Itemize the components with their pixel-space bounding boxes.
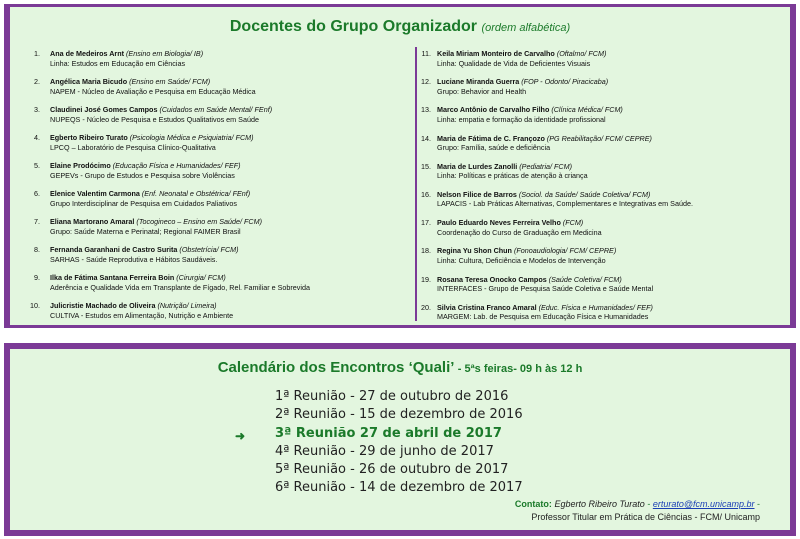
faculty-entry: 4. Egberto Ribeiro Turato (Psicologia Médica e Psiquiatria/ FCM) LPCQ – Laboratório de Pesquisa Clínico-Qualitativa bbox=[34, 133, 254, 152]
calendar-panel bbox=[4, 343, 796, 536]
calendar-title bbox=[10, 359, 790, 376]
faculty-entry: 20. Silvia Cristina Franco Amaral (Educ. Física e Humanidades/ FEF) MARGEM: Lab. de Pesquisa em Educação Física e Humanidades bbox=[421, 302, 653, 322]
faculty-entry: 5. Elaine Prodócimo (Educação Física e Humanidades/ FEF) GEPEVs - Grupo de Estudos e Pesquisa sobre Violências bbox=[34, 161, 241, 180]
meeting-item-current: 3ª Reunião 27 de abril de 2017 bbox=[275, 426, 502, 441]
contact-email-link[interactable]: erturato@fcm.unicamp.br bbox=[652, 499, 755, 509]
faculty-entry: 15. Maria de Lurdes Zanolli (Pediatria/ FCM) Linha: Políticas e práticas de atenção à criança bbox=[421, 161, 588, 181]
contact-role: Professor Titular em Prática de Ciências - FCM/ Unicamp bbox=[531, 512, 760, 522]
faculty-entry: 1. Ana de Medeiros Arnt (Ensino em Biologia/ IB) Linha: Estudos em Educação em Ciências bbox=[34, 49, 204, 68]
faculty-entry: 12. Luciane Miranda Guerra (FOP - Odonto/ Piracicaba) Grupo: Behavior and Health bbox=[421, 77, 609, 96]
faculty-entry: 8. Fernanda Garanhani de Castro Surita (Obstetrícia/ FCM) SARHAS - Saúde Reprodutiva e Hábitos Saudáveis. bbox=[34, 245, 239, 264]
faculty-title bbox=[10, 18, 790, 36]
contact-label: Contato: bbox=[514, 499, 552, 509]
faculty-entry: 19. Rosana Teresa Onocko Campos (Saúde Coletiva/ FCM) INTERFACES - Grupo de Pesquisa Saúde Coletiva e Saúde Mental bbox=[421, 274, 654, 293]
faculty-entry: 14. Maria de Fátima de C. Françozo (PG Reabilitação/ FCM/ CEPRE) Grupo: Família, saúde e deficiência bbox=[421, 133, 652, 153]
meeting-item: 6ª Reunião - 14 de dezembro de 2017 bbox=[275, 480, 523, 495]
faculty-entry: 16. Nelson Filice de Barros (Sociol. da Saúde/ Saúde Coletiva/ FCM) LAPACIS - Lab Práticas Alternativas, Complementares e Integrativas em Saúde. bbox=[421, 189, 693, 209]
calendar-title-text: Calendário dos Encontros ‘Quali’ bbox=[217, 359, 454, 376]
contact-name: Egberto Ribeiro Turato bbox=[554, 499, 645, 509]
contact-line: Contato: Egberto Ribeiro Turato - erturato@fcm.unicamp.br - bbox=[514, 499, 760, 509]
faculty-entry: 10. Julicristie Machado de Oliveira (Nutrição/ Limeira) CULTIVA - Estudos em Alimentação, Nutrição e Ambiente bbox=[30, 301, 234, 320]
faculty-entry: 7. Eliana Martorano Amaral (Tocogineco – Ensino em Saúde/ FCM) Grupo: Saúde Materna e Perinatal; Regional FAIMER Brasil bbox=[34, 217, 262, 236]
meeting-item: 5ª Reunião - 26 de outubro de 2017 bbox=[275, 462, 509, 477]
faculty-title-text: Docentes do Grupo Organizador bbox=[229, 18, 478, 35]
meeting-item: 2ª Reunião - 15 de dezembro de 2016 bbox=[275, 407, 523, 422]
calendar-details: - 5ªs feiras- 09 h às 12 h bbox=[457, 363, 583, 375]
faculty-entry: 6. Elenice Valentim Carmona (Enf. Neonatal e Obstétrica/ FEnf) Grupo Interdisciplinar de Pesquisa em Cuidados Paliativos bbox=[34, 189, 251, 208]
faculty-entry: 9. Ilka de Fátima Santana Ferreira Boin (Cirurgia/ FCM) Aderência e Qualidade Vida em Transplante de Fígado, Rel. Familiar e Sobrevida bbox=[34, 273, 310, 292]
meeting-item: 4ª Reunião - 29 de junho de 2017 bbox=[275, 444, 494, 459]
faculty-subtitle: (ordem alfabética) bbox=[481, 22, 571, 34]
current-meeting-arrow-icon: ➜ bbox=[235, 429, 246, 443]
faculty-list-right bbox=[415, 47, 792, 321]
faculty-entry: 17. Paulo Eduardo Neves Ferreira Velho (FCM) Coordenação do Curso de Graduação em Medicina bbox=[421, 218, 602, 237]
faculty-list-left bbox=[22, 49, 392, 329]
faculty-entry: 13. Marco Antônio de Carvalho Filho (Clínica Médica/ FCM) Linha: empatia e formação da identidade profissional bbox=[421, 105, 623, 124]
faculty-entry: 18. Regina Yu Shon Chun (Fonoaudiologia/ FCM/ CEPRE) Linha: Cultura, Deficiência e Modelos de Intervenção bbox=[421, 246, 617, 265]
faculty-entry: 11. Keila Miriam Monteiro de Carvalho (Oftalmo/ FCM) Linha: Qualidade de Vida de Deficientes Visuais bbox=[421, 49, 607, 68]
faculty-panel bbox=[4, 4, 796, 328]
faculty-entry: 3. Claudinei José Gomes Campos (Cuidados em Saúde Mental/ FEnf) NUPEQS - Núcleo de Pesquisa e Estudos Qualitativos em Saúde bbox=[34, 105, 273, 124]
meeting-item: 1ª Reunião - 27 de outubro de 2016 bbox=[275, 389, 509, 404]
faculty-entry: 2. Angélica Maria Bicudo (Ensino em Saúde/ FCM) NAPEM - Núcleo de Avaliação e Pesquisa em Educação Médica bbox=[34, 77, 256, 96]
